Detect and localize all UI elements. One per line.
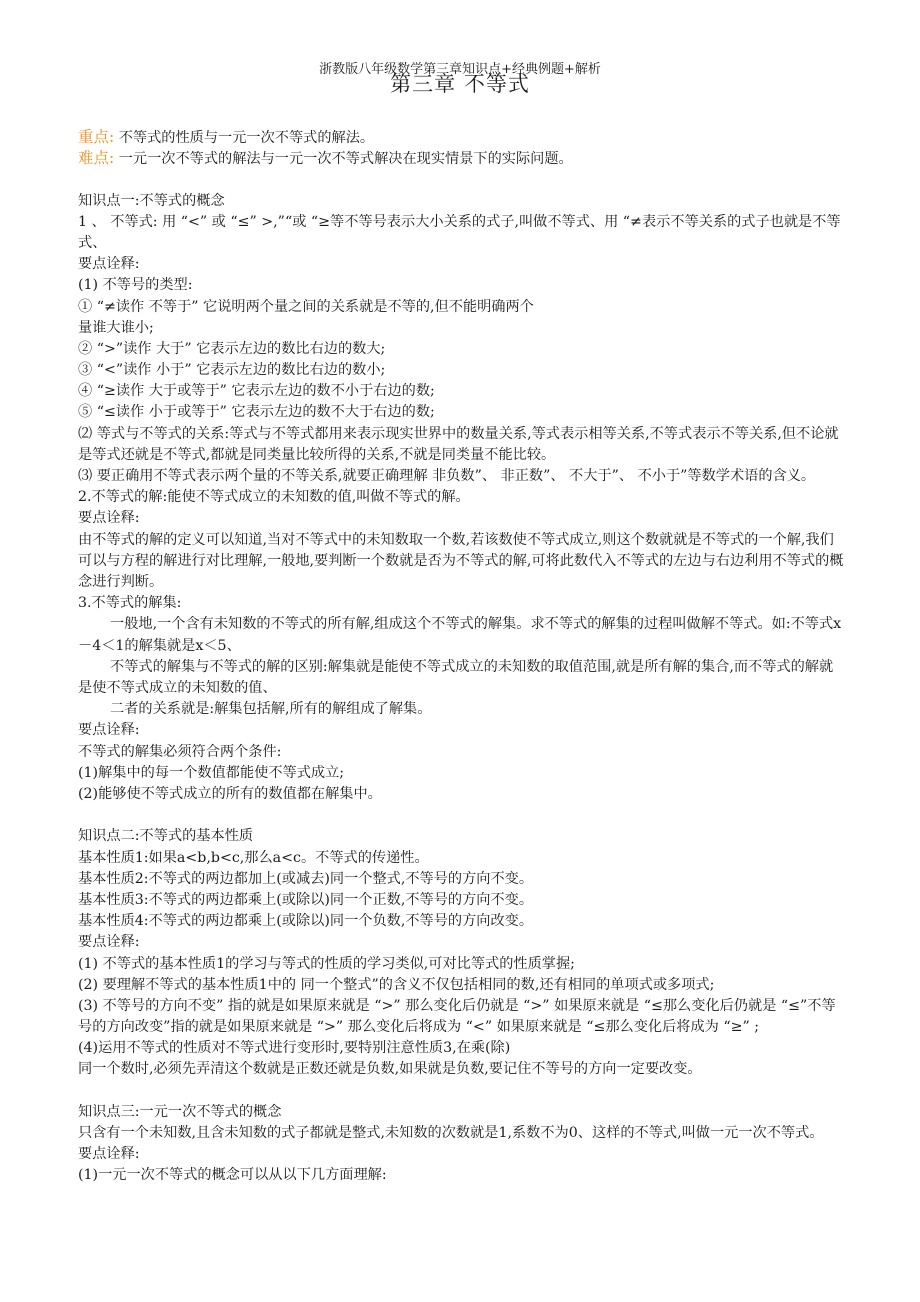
paragraph: ⑵ 等式与不等式的关系:等式与不等式都用来表示现实世界中的数量关系,等式表示相等关系,不等式表示不等关系,但不论就是等式还就是不等式,都就是同类量比较所得的关系,不就是同类量不能比较。 <box>78 425 839 463</box>
difficulty-text: 一元一次不等式的解法与一元一次不等式解决在现实情景下的实际问题。 <box>114 151 573 168</box>
section-heading: 知识点三:一元一次不等式的概念 <box>78 1103 282 1120</box>
document-body <box>78 127 844 1187</box>
paragraph: (1) 不等号的类型: <box>78 277 193 294</box>
difficulty-line <box>78 148 844 169</box>
paragraph: 基本性质1:如果a<b,b<c,那么a<c。不等式的传递性。 <box>78 849 429 866</box>
paragraph <box>78 657 844 699</box>
list-item: ⑤ “≤读作 小于或等于” 它表示左边的数不大于右边的数; <box>78 404 435 421</box>
key-point-label: 重点: <box>78 128 115 146</box>
list-item: (1) 不等式的基本性质1的学习与等式的性质的学习类似,可对比等式的性质掌握; <box>78 955 575 972</box>
notes-label: 要点诠释: <box>78 1146 140 1163</box>
section-heading: 知识点二:不等式的基本性质 <box>78 828 254 845</box>
section-heading: 知识点一:不等式的概念 <box>78 192 225 209</box>
list-item: 量谁大谁小; <box>78 319 154 336</box>
paragraph: 2.不等式的解:能使不等式成立的未知数的值,叫做不等式的解。 <box>78 489 470 506</box>
paragraph: 同一个数时,必须先弄清这个数就是正数还就是负数,如果就是负数,要记住不等号的方向一定要改变。 <box>78 1061 702 1078</box>
key-point-line <box>78 127 844 148</box>
list-item: (3) 不等号的方向不变” 指的就是如果原来就是 “>” 那么变化后仍就是 “>” 如果原来就是 “≤那么变化后仍就是 “≤”不等号的方向改变”指的就是如果原来就是 “>” 那么变化后将成为 “<” 如果原来就是 “≤那么变化后将成为 “≥” ; <box>78 997 836 1036</box>
list-item: ① “≠读作 不等于” 它说明两个量之间的关系就是不等的,但不能明确两个 <box>78 298 534 315</box>
key-point-text: 不等式的性质与一元一次不等式的解法。 <box>114 130 375 146</box>
paragraph-text: 二者的关系就是:解集包括解,所有的解组成了解集。 <box>110 701 432 718</box>
difficulty-label: 难点: <box>78 149 115 168</box>
list-item: (1)解集中的每一个数值都能使不等式成立; <box>78 764 345 781</box>
notes-label: 要点诠释: <box>78 256 140 273</box>
page-title: 第三章 不等式 <box>390 72 530 96</box>
paragraph-text: 不等式的解集与不等式的解的区别:解集就是能使不等式成立的未知数的取值范围,就是所有解的集合,而不等式的解就是使不等式成立的未知数的值、 <box>78 658 834 697</box>
list-item: (1)一元一次不等式的概念可以从以下几方面理解: <box>78 1167 387 1184</box>
paragraph: ⑶ 要正确用不等式表示两个量的不等关系,就要正确理解 非负数”、 非正数”、 不大于”、 不小于”等数学术语的含义。 <box>78 468 816 485</box>
list-item: (4)运用不等式的性质对不等式进行变形时,要特别注意性质3,在乘(除) <box>78 1040 511 1057</box>
paragraph: 3.不等式的解集: <box>78 595 182 612</box>
paragraph <box>78 614 844 656</box>
paragraph-text: 一般地,一个含有未知数的不等式的所有解,组成这个不等式的解集。求不等式的解集的过程叫做解不等式。如:不等式x－4＜1的解集就是x＜5、 <box>78 616 842 654</box>
notes-label: 要点诠释: <box>78 510 140 527</box>
list-item: ④ “≥读作 大于或等于” 它表示左边的数不小于右边的数; <box>78 383 435 400</box>
paragraph: 由不等式的解的定义可以知道,当对不等式中的未知数取一个数,若该数使不等式成立,则这个数就就是不等式的一个解,我们可以与方程的解进行对比理解,一般地,要判断一个数就是否为不等式的解,可将此数代入不等式的左边与右边利用不等式的概念进行判断。 <box>78 531 844 591</box>
list-item: ② “>”读作 大于” 它表示左边的数比右边的数大; <box>78 340 386 357</box>
list-item: ③ “<”读作 小于” 它表示左边的数比右边的数小; <box>78 362 386 379</box>
list-item: (2)能够使不等式成立的所有的数值都在解集中。 <box>78 786 382 802</box>
notes-label: 要点诠释: <box>78 722 140 739</box>
paragraph: 基本性质2:不等式的两边都加上(或减去)同一个整式,不等号的方向不变。 <box>78 870 534 887</box>
paragraph: 基本性质4:不等式的两边都乘上(或除以)同一个负数,不等号的方向改变。 <box>78 913 534 930</box>
paragraph: 1 、 不等式: 用 “<” 或 “≤” >,”“或 “≥等不等号表示大小关系的式子,叫做不等式、用 “≠表示不等关系的式子也就是不等式、 <box>78 213 841 251</box>
paragraph: 不等式的解集必须符合两个条件: <box>78 743 282 760</box>
paragraph: 只含有一个未知数,且含未知数的式子都就是整式,未知数的次数就是1,系数不为0、这样的不等式,叫做一元一次不等式。 <box>78 1125 824 1142</box>
list-item: (2) 要理解不等式的基本性质1中的 同一个整式”的含义不仅包括相同的数,还有相同的单项式或多项式; <box>78 976 715 993</box>
paragraph <box>78 699 844 720</box>
paragraph: 基本性质3:不等式的两边都乘上(或除以)同一个正数,不等号的方向不变。 <box>78 891 534 908</box>
notes-label: 要点诠释: <box>78 934 140 951</box>
page-header: 浙教版八年级数学第三章知识点+经典例题+解析 <box>319 62 601 77</box>
